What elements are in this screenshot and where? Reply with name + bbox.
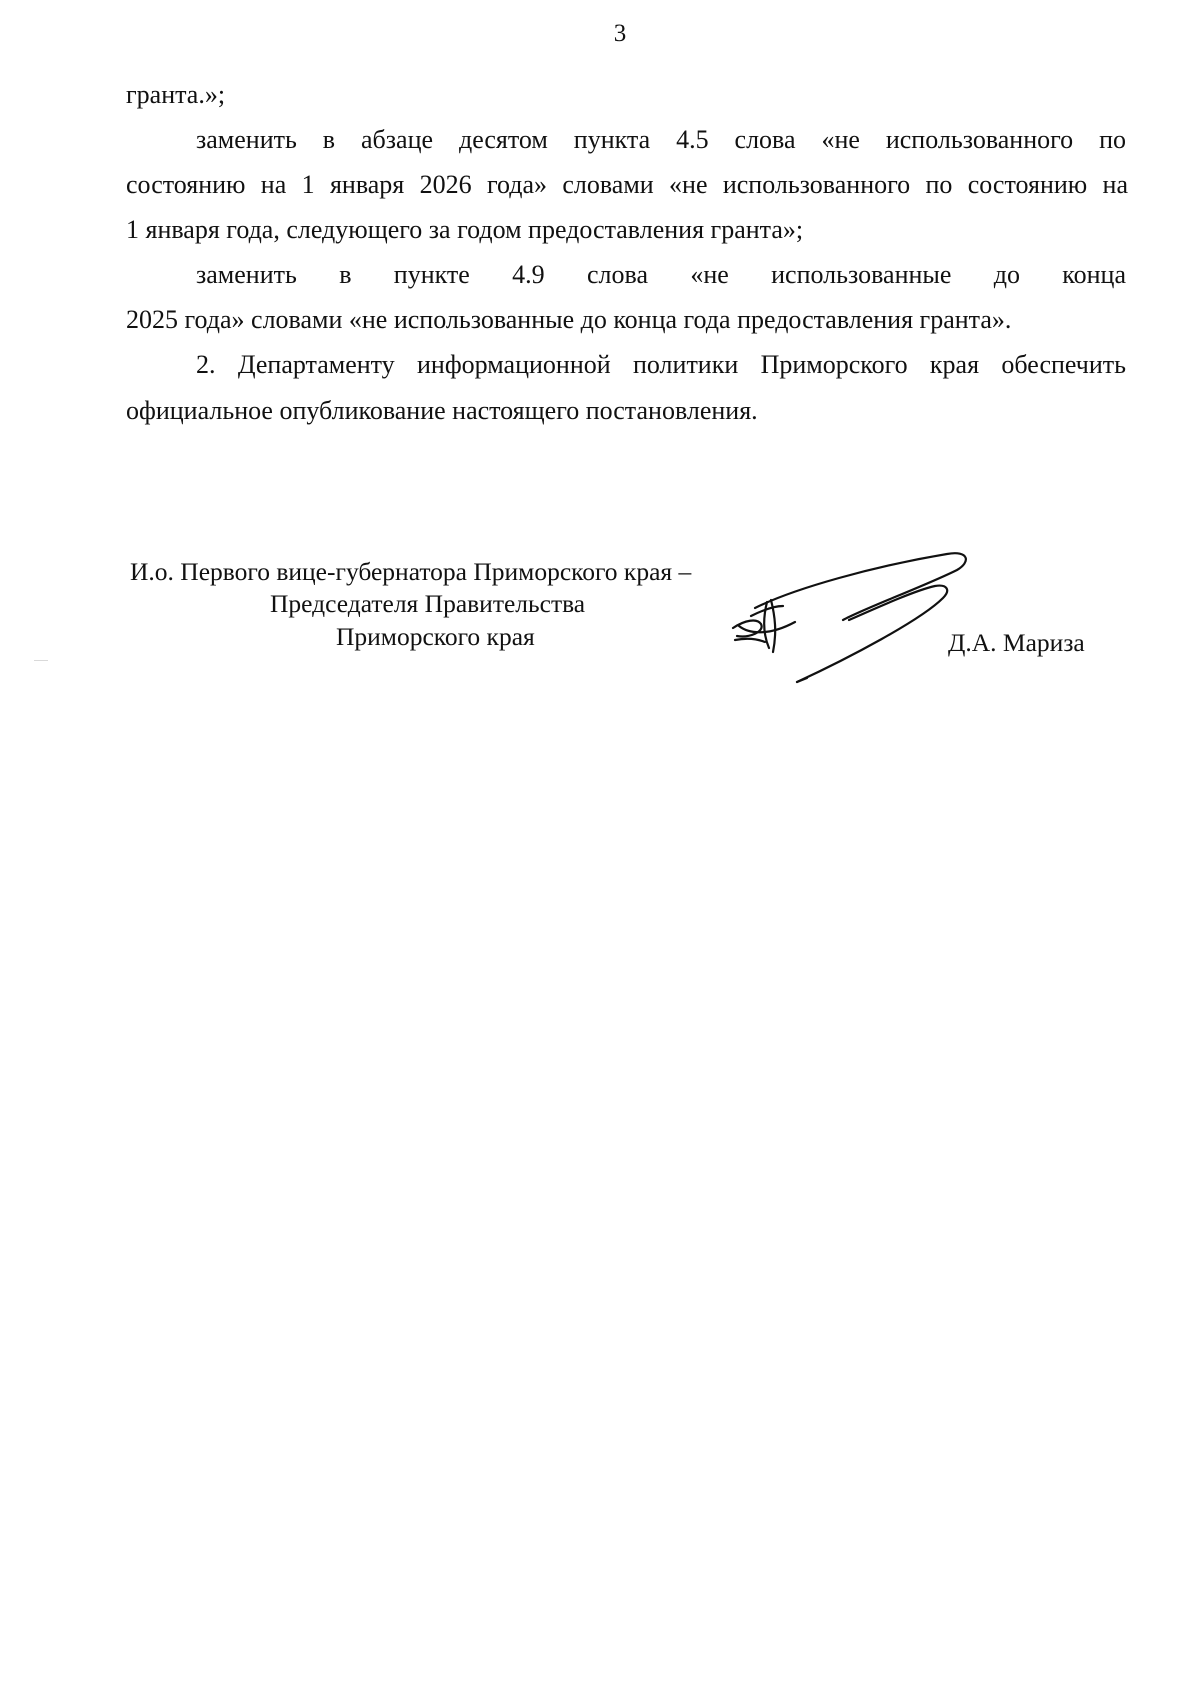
body-line-7: 2. Департаменту информационной политики Приморского края обеспечить xyxy=(196,350,1126,379)
body-line-2: заменить в абзаце десятом пункта 4.5 слова «не использованного по xyxy=(196,125,1126,154)
body-line-4: 1 января года, следующего за годом предоставления гранта»; xyxy=(126,215,804,244)
scan-margin-mark xyxy=(34,660,48,661)
body-line-3: состоянию на 1 января 2026 года» словами «не использованного по состоянию на xyxy=(126,170,1128,199)
handwritten-signature xyxy=(725,540,985,690)
body-line-6: 2025 года» словами «не использованные до конца года предоставления гранта». xyxy=(126,305,1012,334)
signatory-title-line-2: Председателя Правительства xyxy=(270,589,586,618)
body-line-5: заменить в пункте 4.9 слова «не использованные до конца xyxy=(196,260,1126,289)
body-line-1: гранта.»; xyxy=(126,80,226,109)
signer-name: Д.А. Мариза xyxy=(948,628,1085,657)
signatory-title-line-1: И.о. Первого вице-губернатора Приморского края – xyxy=(130,557,692,586)
signatory-title-line-3: Приморского края xyxy=(336,622,535,651)
body-line-8: официальное опубликование настоящего постановления. xyxy=(126,396,758,425)
page-number: 3 xyxy=(613,20,627,47)
